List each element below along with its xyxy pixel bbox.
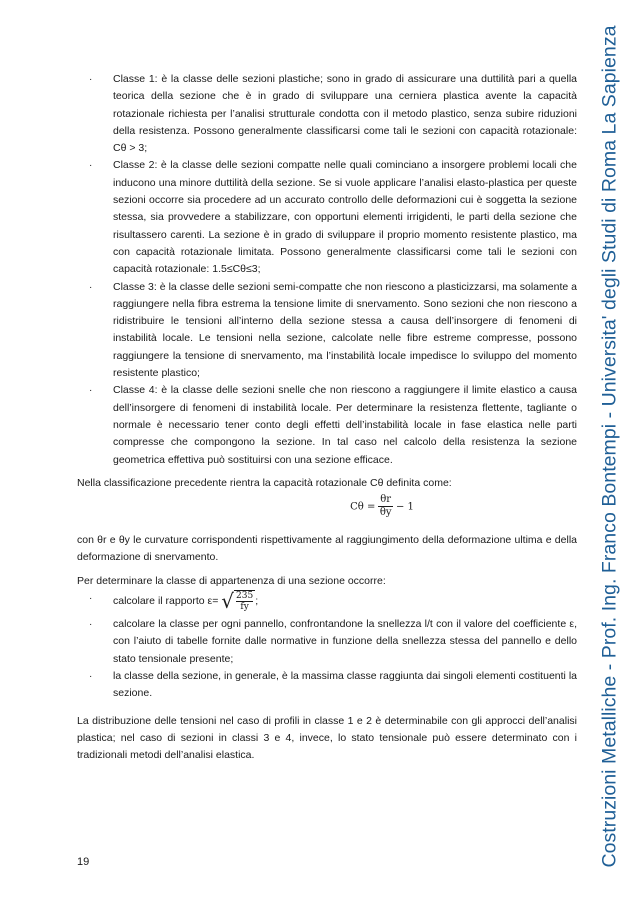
page-content [77, 71, 577, 764]
bullet-icon: · [89, 74, 93, 85]
rotation-capacity-formula [187, 494, 577, 528]
list-item-class-1 [77, 71, 577, 157]
step-1-end: ; [255, 594, 259, 607]
formula-tail: − 1 [395, 501, 414, 513]
formula-intro: Nella classificazione precedente rientra la capacità rotazionale Cθ definita come: [77, 476, 452, 489]
list-item-class-2 [77, 157, 577, 278]
formula-explanation: con θr e θy le curvature corrispondenti rispettivamente al raggiungimento della deformazione ultima e della deformazione di snervamento. [77, 534, 577, 564]
side-title-text: Costruzioni Metalliche - Prof. Ing. Franco Bontempi - Universita' degli Studi di Roma La Sapienza [598, 24, 621, 868]
sqrt-numerator: 235 [236, 591, 254, 602]
class-3-text: Classe 3: è la classe delle sezioni semi-compatte che non riescono a plasticizzarsi, ma solamente a raggiungere nella fibra estrema la tensione limite di snervamento. Sono sezioni che non riescono a ridistribuire le tensioni all’interno della sezione stessa a causa dell’insorgere di fenomeni di instabilità locale. Le tensioni nella sezione, calcolate nelle fibre estreme compresse, possono raggiungere la tensione di snervamento, ma l’instabilità locale impedisce lo sviluppo del momento resistente plastico; [113, 280, 577, 380]
bullet-icon: · [89, 619, 93, 631]
class-2-text: Classe 2: è la classe delle sezioni compatte nelle quali cominciano a insorgere problemi locali che inducono una minore duttilità della sezione. Se si vuole applicare l’analisi elasto-plastica per queste sezioni occorre sia procedere ad un accurato controllo delle deformazioni cui è soggetta la sezione stessa, sia provvedere a stabilizzare, con opportuni elementi irrigidenti, le parti della sezione che risultassero carenti. La sezione è in grado di sviluppare il proprio momento resistente plastico, ma con capacità rotazionale limitata. Possono generalmente classificarsi come tali le sezioni con capacità rotazionale: 1.5≤Cθ≤3; [113, 159, 577, 276]
formula-denominator: θy [379, 507, 392, 519]
procedure-list [77, 590, 577, 702]
side-running-title [593, 22, 627, 870]
class-1-text: Classe 1: è la classe delle sezioni plastiche; sono in grado di assicurare una duttilità pari a quella teorica della sezione che è in grado di sviluppare una cerniera plastica avente la capacità rotazionale richiesta per l’analisi strutturale condotta con il metodo plastico, senza subire riduzioni della resistenza. Possono generalmente classificarsi come tali le sezioni con capacità rotazionale: Cθ > 3; [113, 73, 577, 155]
formula-numerator: θr [380, 494, 392, 506]
closing-paragraph: La distribuzione delle tensioni nel caso di profili in classe 1 e 2 è determinabile con gli approcci dell’analisi plastica; nel caso di sezioni in classi 3 e 4, invece, lo stato tensionale può essere determinato con i tradizionali metodi dell’analisi elastica. [77, 714, 577, 762]
step-3-text: la classe della sezione, in generale, è la massima classe raggiunta dai singoli elementi costituenti la sezione. [113, 669, 577, 700]
step-2-text: calcolare la classe per ogni pannello, confrontandone la snellezza l/t con il valore del coefficiente ε, con l’aiuto di tabelle fornite dalle normative in funzione della snellezza stessa del pannello e dello stato tensionale presente; [113, 618, 577, 665]
step-1-text: calcolare il rapporto ε= [113, 594, 219, 607]
bullet-icon: · [89, 281, 93, 293]
bullet-icon: · [89, 593, 93, 605]
class-4-text: Classe 4: è la classe delle sezioni snelle che non riescono a raggiungere il limite elastico a causa dell’insorgere di fenomeni di instabilità locale. Per determinare la resistenza flettente, tagliante o normale è necessario tener conto degli effetti dell’instabilità locale in fase elastica nelle parti compresse che compongono la sezione. In tal caso nel calcolo della resistenza la sezione geometrica effettiva può sostituirsi con una sezione efficace. [113, 384, 577, 466]
bullet-icon: · [89, 160, 93, 172]
bullet-icon: · [89, 385, 93, 397]
formula-lhs: Cθ = [350, 501, 376, 513]
list-item-class-4 [77, 382, 577, 468]
bullet-icon: · [89, 670, 93, 682]
sqrt-icon: √ [221, 589, 235, 614]
procedure-intro: Per determinare la classe di appartenenza di una sezione occorre: [77, 574, 386, 587]
page-number: 19 [77, 856, 90, 868]
list-item-step-3 [77, 668, 577, 703]
sqrt-denominator: fy [240, 602, 249, 613]
list-item-class-3 [77, 279, 577, 383]
formula-fraction [378, 494, 393, 519]
epsilon-sqrt-formula [221, 590, 255, 612]
list-item-step-2 [77, 616, 577, 668]
list-item-step-1 [77, 590, 577, 612]
sqrt-fraction [234, 590, 255, 612]
class-list [77, 71, 577, 469]
